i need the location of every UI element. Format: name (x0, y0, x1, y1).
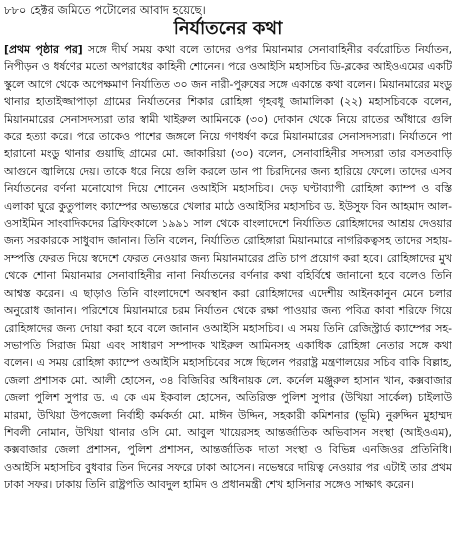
continued-label: [প্রথম পৃষ্ঠার পর] (4, 43, 83, 56)
previous-article-tail: ৮৮০ হেক্টর জমিতে পটোলের আবাদ হয়েছে। (4, 3, 206, 17)
article-headline: নির্যাতনের কথা (173, 18, 283, 39)
article-body (4, 41, 452, 556)
article-text: সঙ্গে দীর্ঘ সময় কথা বলে তাদের ওপর মিয়ানমার সেনাবাহিনীর বর্বরোচিত নির্যাতন, নিপীড়ন ও ধর্ষণের মতো অপরাধের কাহিনী শোনেন। পরে ওআইসি মহাসচিব ডি-ব্লকের আইওএমের একটি স্কুলে আগে থেকে অপেক্ষমাণ নির্যাতিত ৩০ জন নারী-পুরুষের সঙ্গে একান্তে কথা বলেন। মিয়ানমারের মংডু থানার হাতাইজ্জাপাড়া গ্রামের নির্যাতনের শিকার রোহিঙ্গা গৃহবধূ জামালিকা (২২) মহাসচিবকে বলেন, মিয়ানমারের সেনাসদস্যরা তার স্বামী খাইরুল আমিনকে (৩০) দোকান থেকে নিয়ে রাতের আঁধারে গুলি করে হত্যা করে। পরে তাকেও পাশের জঙ্গলে নিয়ে গণধর্ষণ করে মিয়ানমারের সেনাসদস্যরা। নির্যাতনে পা হারানো মংডু থানার গুয়াছি গ্রামের মো. জাকারিয়া (৩০) বলেন, সেনাবাহিনীর সদস্যরা তার বসতবাড়ি আগুনে জ্বালিয়ে দেয়। তাকে ধরে নিয়ে গুলি করলে ডান পা চিরদিনের জন্য হারিয়ে ফেলে। তাদের এসব নির্যাতনের বর্ণনা মনোযোগ দিয়ে শোনেন ওআইসি মহাসচিব। দেড় ঘণ্টাব্যাপী রোহিঙ্গা ক্যাম্প ও বস্তি এলাকা ঘুরে কুতুপালং ক্যাম্পের অভ্যন্তরে খেলার মাঠে ওআইসির মহাসচিব ড. ইউসুফ বিন আহমাদ আল-ওসাইমিন সাংবাদিকদের ব্রিফিংকালে ১৯৯১ সাল থেকে বাংলাদেশে নির্যাতিত রোহিঙ্গাদের আশ্রয় দেওয়ার জন্য সরকারকে সাধুবাদ জানান। তিনি বলেন, নির্যাতিত রোহিঙ্গারা মিয়ানমারে নাগরিকত্বসহ তাদের সহায়-সম্পত্তি ফেরত দিয়ে স্বদেশে ফেরত নেওয়ার জন্য মিয়ানমারের প্রতি চাপ প্রয়োগ করা হবে। রোহিঙ্গাদের মুখ থেকে শোনা মিয়ানমার সেনাবাহিনীর নানা নির্যাতনের বর্ণনার কথা বহির্বিশ্বে জানানো হবে বলেও তিনি আশ্বস্ত করেন। এ ছাড়াও তিনি বাংলাদেশে অবস্থান করা রোহিঙ্গাদের এদেশীয় আইনকানুন মেনে চলার অনুরোধ জানান। পরিশেষে মিয়ানমারে চরম নির্যাতন থেকে রক্ষা পাওয়ার জন্য পবিত্র কাবা শরিফে গিয়ে রোহিঙ্গাদের জন্য দোয়া করা হবে বলে জানান ওআইসি মহাসচিব। এ সময় তিনি রেজিস্ট্রার্ড ক্যাম্পের সহ-সভাপতি সিরাজ মিয়া এবং সাধারণ সম্পাদক খাইরুল আমিনসহ একাধিক রোহিঙ্গা নেতার সঙ্গে কথা বলেন। এ সময় রোহিঙ্গা ক্যাম্পে ওআইসি মহাসচিবের সঙ্গে ছিলেন পররাষ্ট্র মন্ত্রণালয়ের সচিব বাকি বিল্লাহ, জেলা প্রশাসক মো. আলী হোসেন, ৩৪ বিজিবির অধিনায়ক লে. কর্নেল মঞ্জুরুল হাসান খান, কক্সবাজার জেলা পুলিশ সুপার ড. এ কে এম ইকবাল হোসেন, অতিরিক্ত পুলিশ সুপার (উখিয়া সার্কেল) চাইলাউ মারমা, উখিয়া উপজেলা নির্বাহী কর্মকর্তা মো. মাঈন উদ্দিন, সহকারী কমিশনার (ভূমি) নুরুদ্দিন মুহাম্মদ শিবলী নোমান, উখিয়া থানার ওসি মো. আবুল খায়েরসহ আন্তর্জাতিক অভিবাসন সংস্থা (আইওএম), কক্সবাজার জেলা প্রশাসন, পুলিশ প্রশাসন, আন্তর্জাতিক দাতা সংস্থা ও বিভিন্ন এনজিওর প্রতিনিধি। ওআইসি মহাসচিব বুধবার তিন দিনের সফরে ঢাকা আসেন। নভেম্বরে দায়িত্ব নেওয়ার পর এটাই তার প্রথম ঢাকা সফর। ঢাকায় তিনি রাষ্ট্রপতি আবদুল হামিদ ও প্রধানমন্ত্রী শেখ হাসিনার সঙ্গেও সাক্ষাৎ করেন। (4, 43, 452, 492)
